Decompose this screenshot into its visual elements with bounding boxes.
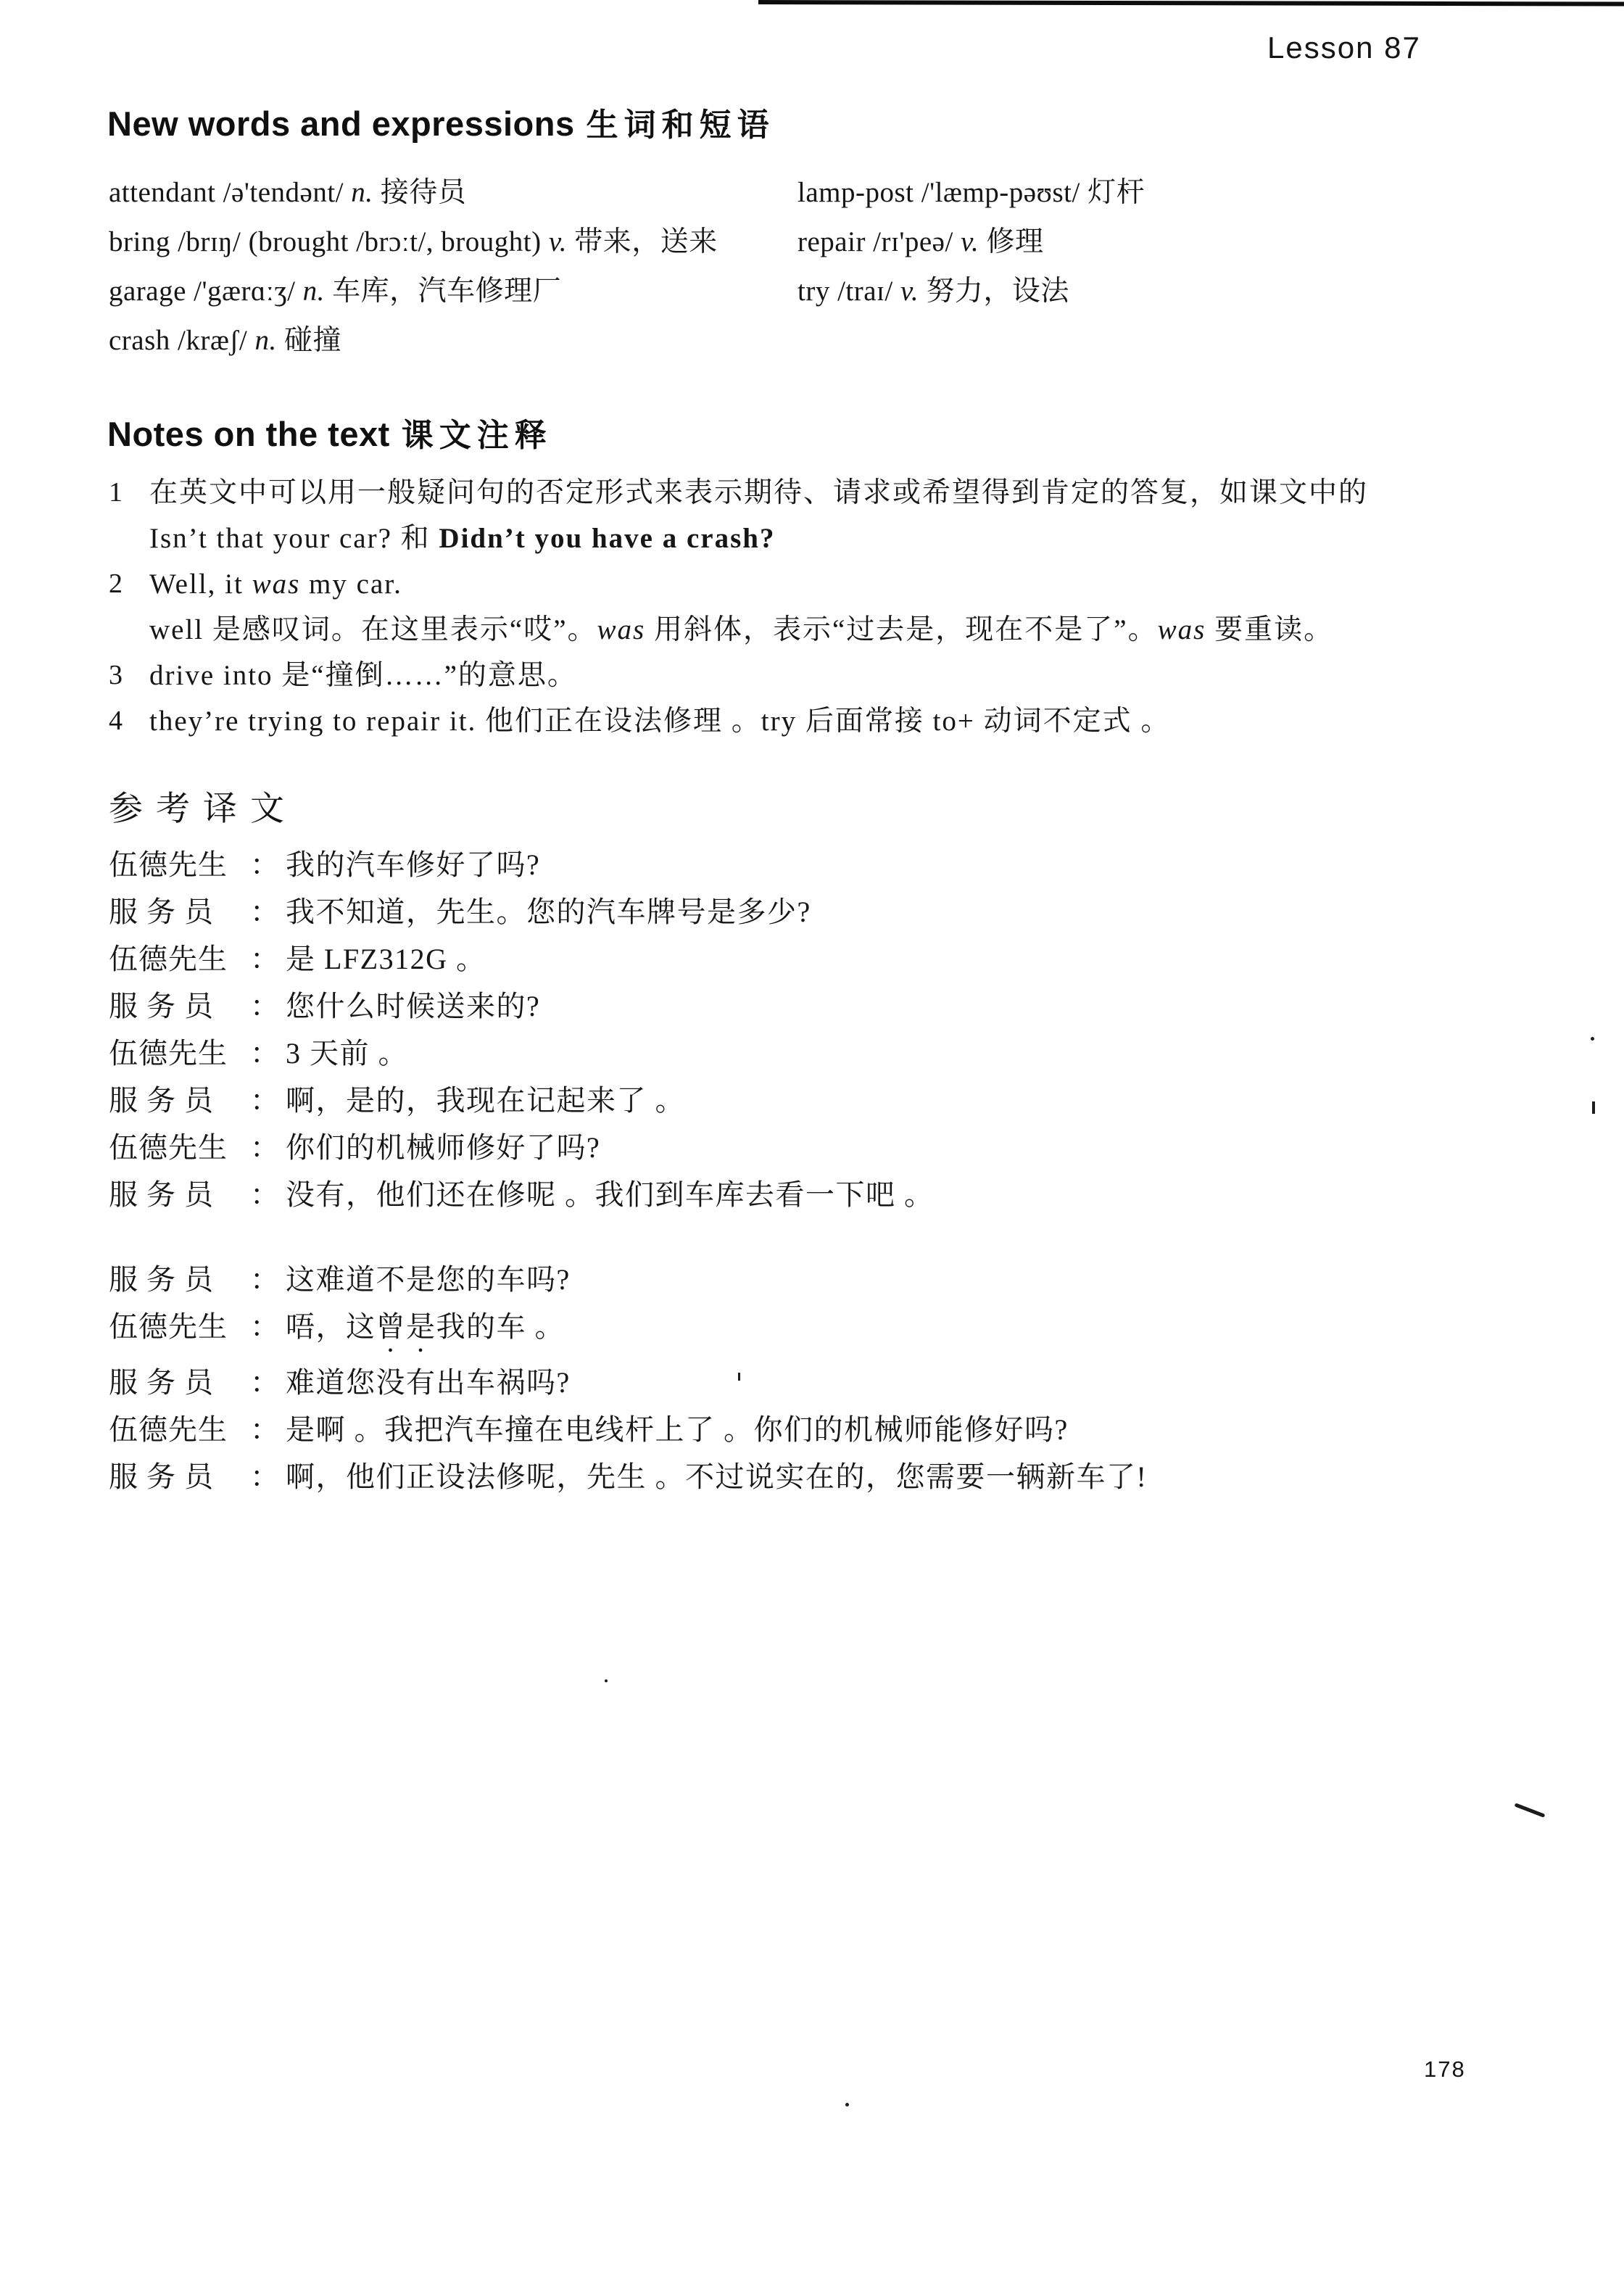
text-segment: 我不知道，先生。您的汽车牌号是多少? (286, 896, 811, 928)
text-segment: attendant /ə'tendənt/ (109, 177, 352, 208)
dialogue-colon: ： (250, 1366, 279, 1399)
text-segment: Isn’t that your car? 和 (149, 523, 439, 554)
dialogue-text (286, 1171, 935, 1218)
section-title-notes (107, 409, 552, 455)
dialogue-colon: ： (250, 943, 279, 975)
note-line (149, 653, 577, 698)
section-title-new-words (107, 99, 775, 145)
scan-artifact (1592, 1101, 1595, 1114)
text-segment: 努力，设法 (919, 276, 1069, 307)
text-segment: 车库，汽车修理厂 (324, 276, 562, 307)
word-list-left (109, 168, 798, 365)
text-segment: 3 天前 。 (286, 1037, 408, 1070)
text-segment: they’re trying to repair it. 他们正在设法修理 。try 后面常接 to+ 动词不定式 。 (149, 706, 1171, 737)
dialogue-part-1 (109, 841, 935, 1218)
note-line (149, 516, 1368, 561)
text-segment: 是啊 。我把汽车撞在电线杆上了 。你们的机械师能修好吗? (286, 1413, 1069, 1446)
text-segment: was (597, 614, 646, 645)
word-list-right (798, 168, 1145, 365)
dialogue-line (109, 1406, 1147, 1453)
word-list (109, 168, 1552, 365)
note-item (109, 470, 1368, 561)
text-segment: 唔，这 (286, 1310, 376, 1343)
text-segment: 没有，他们还在修呢 。我们到车库去看一下吧 。 (286, 1178, 935, 1211)
text-segment: n. (302, 276, 325, 307)
dialogue-speaker: 服 务 员 (109, 896, 214, 928)
header-rule (758, 0, 1624, 7)
scan-artifact (1515, 1803, 1546, 1817)
text-segment: drive into 是“撞倒……”的意思。 (149, 660, 577, 691)
text-segment: 用斜体，表示“过去是，现在不是了”。 (645, 614, 1158, 645)
text-segment: 带来，送来 (567, 226, 718, 257)
dialogue-text (286, 1303, 565, 1359)
note-line (149, 470, 1368, 516)
dialogue-line (109, 1077, 935, 1124)
dialogue-text (286, 1077, 685, 1124)
text-segment: lamp-post /'læmp-pəʊst/ 灯杆 (798, 177, 1146, 208)
text-segment: well 是感叹词。在这里表示“哎”。 (149, 614, 597, 645)
word-entry (798, 218, 1145, 267)
text-segment: 修理 (979, 226, 1044, 257)
word-entry (109, 267, 798, 316)
dialogue-speaker: 服 务 员 (109, 1366, 214, 1399)
text-segment: was (1157, 614, 1206, 645)
dialogue-colon: ： (250, 1084, 279, 1117)
note-number: 2 (109, 568, 123, 599)
dialogue-text (286, 1453, 1147, 1500)
text-segment: 啊，他们正设法修呢，先生 。不过说实在的，您需要一辆新车了! (286, 1460, 1148, 1493)
dialogue-speaker: 服 务 员 (109, 1178, 214, 1211)
text-segment: bring /brɪŋ/ (brought /brɔːt/, brought) (109, 226, 549, 257)
dialogue-colon: ： (250, 990, 279, 1022)
dialogue-colon: ： (250, 1037, 279, 1070)
dialogue-line (109, 1171, 935, 1218)
word-entry (798, 168, 1145, 218)
text-segment: 我的汽车修好了吗? (286, 848, 541, 881)
lesson-number: Lesson 87 (1267, 30, 1421, 65)
dialogue-speaker: 伍德先生 (109, 943, 228, 975)
dialogue-line (109, 841, 935, 888)
text-segment: crash /kræʃ/ (109, 325, 255, 356)
text-segment: 难道您没有出车祸吗? (286, 1366, 571, 1399)
text-segment: 碰撞 (276, 325, 341, 356)
dialogue-part-2 (109, 1256, 1147, 1500)
word-entry (109, 316, 798, 365)
dialogue-colon: ： (250, 848, 279, 881)
dialogue-colon: ： (250, 896, 279, 928)
text-segment: repair /rɪ'peə/ (798, 226, 961, 257)
dialogue-colon: ： (250, 1131, 279, 1164)
text-segment: try /traɪ/ (798, 276, 900, 307)
note-line (149, 698, 1170, 744)
dialogue-line (109, 1303, 1147, 1359)
dialogue-text (286, 983, 540, 1030)
note-body (149, 561, 1333, 653)
text-segment: v. (961, 226, 979, 257)
note-number: 3 (109, 660, 123, 690)
text-segment: garage /'gærɑːʒ/ (109, 276, 303, 307)
text-segment: my car. (300, 568, 402, 600)
dialogue-speaker: 服 务 员 (109, 1084, 214, 1117)
dialogue-text (286, 1256, 571, 1303)
dialogue-text (286, 935, 486, 983)
dialogue-colon: ： (250, 1178, 279, 1211)
dialogue-speaker: 服 务 员 (109, 1263, 214, 1296)
dialogue-speaker: 服 务 员 (109, 1460, 214, 1493)
dialogue-line (109, 935, 935, 983)
dialogue-line (109, 1256, 1147, 1303)
text-segment: Didn’t you have a crash? (439, 523, 776, 554)
note-item (109, 561, 1368, 653)
note-line (149, 561, 1333, 607)
text-segment: n. (351, 177, 373, 208)
text-segment: 你们的机械师修好了吗? (286, 1131, 601, 1164)
word-entry (798, 267, 1145, 316)
text-segment: n. (254, 325, 277, 356)
page-number: 178 (1424, 2056, 1466, 2082)
text-segment: 要重读。 (1206, 614, 1334, 645)
new-words-title-zh: 生词和短语 (586, 107, 775, 143)
dialogue-colon: ： (250, 1413, 279, 1446)
dialogue-text (286, 841, 540, 888)
notes-title-zh: 课文注释 (401, 418, 552, 453)
text-segment: v. (548, 226, 568, 257)
word-entry (109, 168, 798, 218)
dialogue-text (286, 1030, 408, 1077)
dialogue-text (286, 1406, 1069, 1453)
scan-artifact (1591, 1037, 1594, 1041)
note-number: 1 (109, 477, 123, 508)
text-segment: 是 LFZ312G 。 (286, 943, 486, 975)
notes-list (109, 470, 1368, 744)
text-segment: 接待员 (373, 177, 467, 208)
new-words-title-en: New words and expressions (107, 104, 575, 143)
text-segment: was (252, 568, 301, 600)
dialogue-speaker: 伍德先生 (109, 848, 228, 881)
dialogue-line (109, 983, 935, 1030)
note-number: 4 (109, 706, 123, 736)
dialogue-speaker: 伍德先生 (109, 1310, 228, 1343)
notes-title-en: Notes on the text (107, 415, 390, 453)
emphasized-text: 曾是 (376, 1310, 436, 1343)
dialogue-colon: ： (250, 1460, 279, 1493)
scan-artifact (605, 1679, 608, 1682)
text-segment: Well, it (149, 568, 252, 600)
dialogue-colon: ： (250, 1263, 279, 1296)
text-segment: 啊，是的，我现在记起来了 。 (286, 1084, 685, 1117)
note-item (109, 653, 1368, 698)
dialogue-speaker: 服 务 员 (109, 990, 214, 1022)
scan-artifact (738, 1373, 740, 1381)
word-entry (109, 218, 798, 267)
dialogue-line (109, 888, 935, 935)
dialogue-text (286, 1359, 571, 1406)
dialogue-speaker: 伍德先生 (109, 1131, 228, 1164)
dialogue-speaker: 伍德先生 (109, 1037, 228, 1070)
translation-title: 参考译文 (109, 790, 297, 828)
text-segment: v. (900, 276, 919, 307)
dialogue-speaker: 伍德先生 (109, 1413, 228, 1446)
dialogue-text (286, 1124, 600, 1171)
scan-artifact (845, 2103, 849, 2106)
dialogue-text (286, 888, 811, 935)
dialogue-line (109, 1030, 935, 1077)
text-segment: 您什么时候送来的? (286, 990, 541, 1022)
note-line (149, 607, 1333, 653)
note-body (149, 470, 1368, 561)
text-segment: 我的车 。 (436, 1310, 565, 1343)
note-item (109, 698, 1368, 744)
dialogue-line (109, 1359, 1147, 1406)
dialogue-line (109, 1453, 1147, 1500)
dialogue-line (109, 1124, 935, 1171)
text-segment: 这难道不是您的车吗? (286, 1263, 571, 1296)
note-body (149, 698, 1170, 744)
text-segment: 在英文中可以用一般疑问句的否定形式来表示期待、请求或希望得到肯定的答复，如课文中的 (149, 477, 1369, 508)
dialogue-colon: ： (250, 1310, 279, 1343)
note-body (149, 653, 577, 698)
